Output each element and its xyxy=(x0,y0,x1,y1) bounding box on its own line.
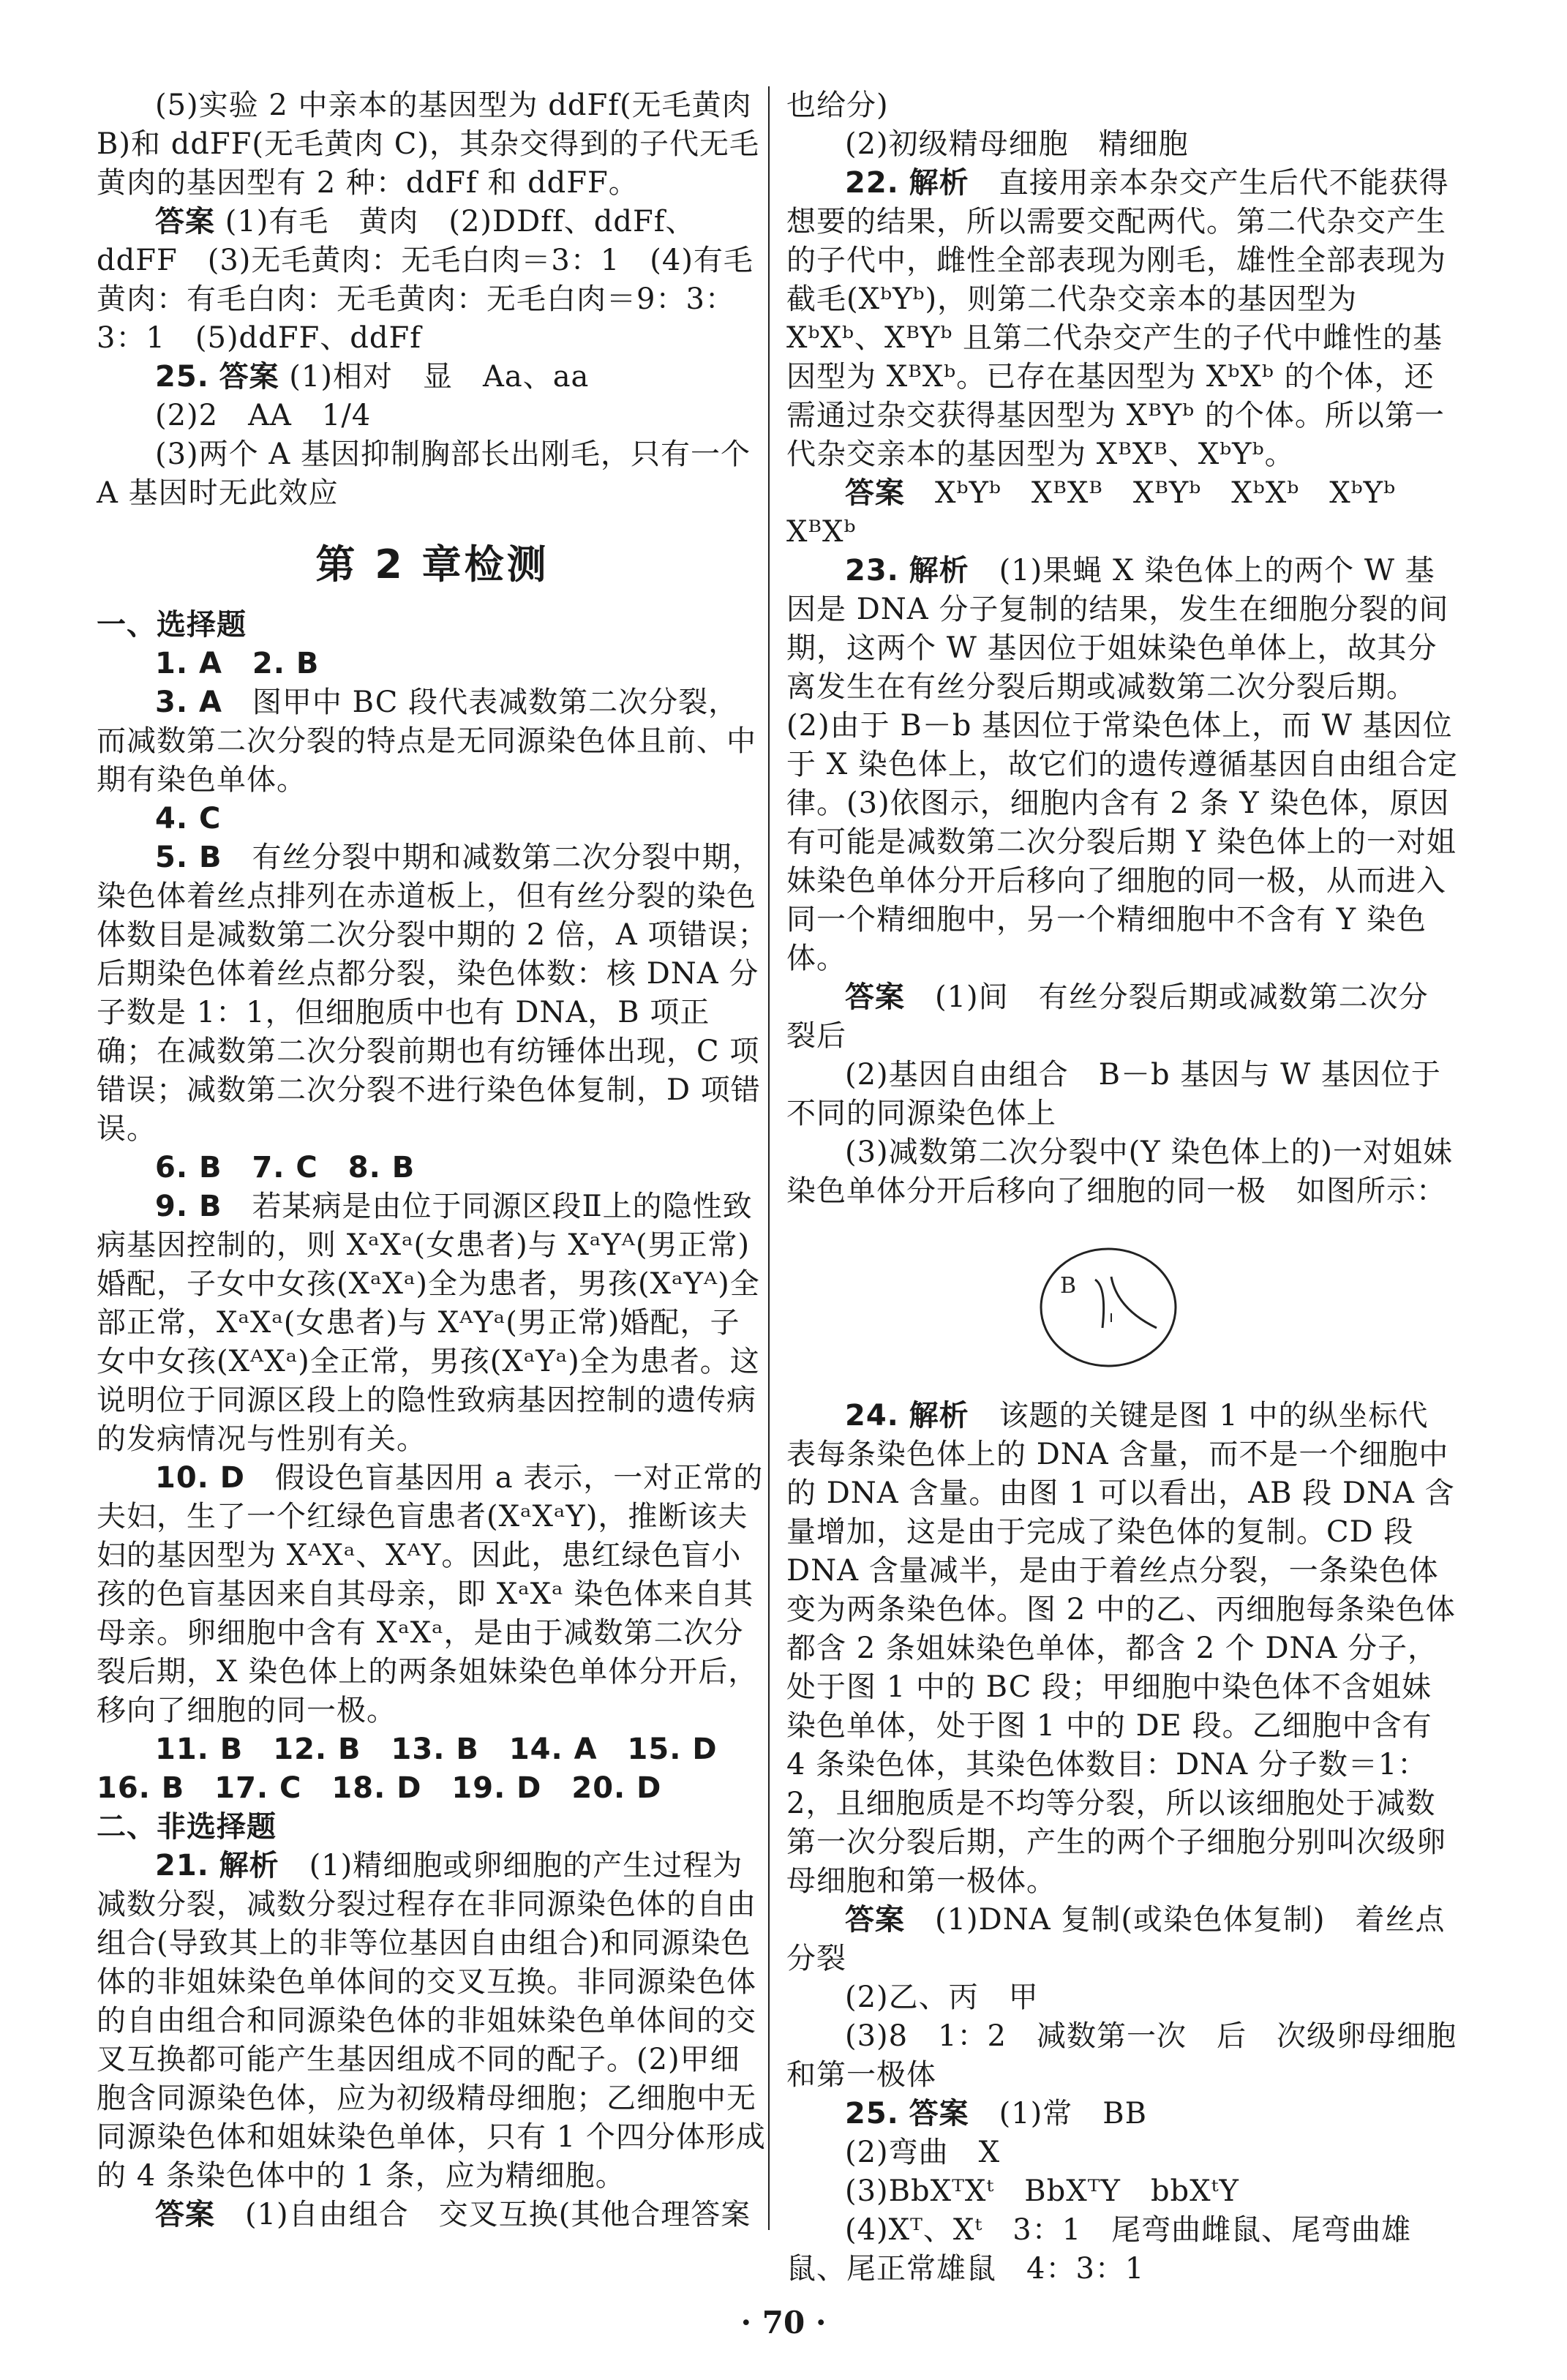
subsection-title: 一、选择题 xyxy=(97,608,247,642)
answer-24 xyxy=(97,203,768,358)
answer-label: 答案 xyxy=(219,360,279,394)
answer-text: (1)自由组合 交叉互换(其他合理答案 xyxy=(245,2198,751,2231)
answer-label: 答案 xyxy=(155,205,215,239)
answer-23-final xyxy=(786,978,1458,1056)
answer-line: (2)基因自由组合 B－b 基因与 W 基因位于不同的同源染色体上 xyxy=(786,1058,1441,1130)
explanation-text: 假设色盲基因用 a 表示，一对正常的夫妇，生了一个红绿色盲患者(XᵃXᵃY)，推断该夫妇的基因型为 XᴬXᵃ、XᴬY。因此，患红绿色盲小孩的色盲基因来自其母亲，即 XᵃXᵃ 染色体来自其母亲。卵细胞中含有 XᵃXᵃ，是由于减数第二次分裂后期，X 染色体上的两条姐妹染色单体分开后，移向了细胞的同一极。 xyxy=(97,1461,764,1727)
answer-line: 1. A 2. B xyxy=(155,647,320,680)
question-number: 10. D xyxy=(155,1461,245,1495)
answer-line: (2)乙、丙 甲 xyxy=(845,1981,1039,2014)
gene-label-b: B xyxy=(1060,1273,1078,1299)
answer-24-final xyxy=(786,1901,1458,1978)
cell-outline xyxy=(1041,1249,1176,1366)
question-number: 21. xyxy=(155,1849,209,1882)
explanation-text: 若某病是由位于同源区段Ⅱ上的隐性致病基因控制的，则 XᵃXᵃ(女患者)与 XᵃYᴬ(男正常)婚配，子女中女孩(XᵃXᵃ)全为患者，男孩(XᵃYᴬ)全部正常，XᵃXᵃ(女患者)与 XᴬYᵃ(男正常)婚配，子女中女孩(XᴬXᵃ)全正常，男孩(XᵃYᵃ)全为患者。这说明位于同源区段上的隐性致病基因控制的遗传病的发病情况与性别有关。 xyxy=(97,1190,760,1456)
answer-line: (3)8 1：2 减数第一次 后 次级卵母细胞和第一极体 xyxy=(786,2019,1457,2092)
question-number: 3. A xyxy=(155,686,222,719)
answer-text: (1)间 有丝分裂后期或减数第二次分裂后 xyxy=(786,980,1429,1053)
answer-line: 也给分) xyxy=(786,89,889,122)
answer-line: 4. C xyxy=(155,802,222,836)
answer-line: (3)两个 A 基因抑制胸部长出刚毛，只有一个 A 基因时无此效应 xyxy=(97,438,751,510)
answer-text: (1)DNA 复制(或染色体复制) 着丝点分裂 xyxy=(786,1903,1446,1975)
answer-text: (1)有毛 黄肉 (2)DDff、ddFf、ddFF (3)无毛黄肉：无毛白肉＝3：1 (4)有毛黄肉：有毛白肉：无毛黄肉：无毛白肉＝9：3：3：1 (5)ddFF、ddFf xyxy=(97,205,754,355)
answer-3 xyxy=(97,683,768,800)
chromosome-left xyxy=(1095,1280,1104,1328)
column-divider xyxy=(768,86,770,2230)
answer-line: 6. B 7. C 8. B xyxy=(155,1151,416,1185)
answer-line: 11. B 12. B 13. B 14. A 15. D 16. B 17. C 18. D 19. D 20. D xyxy=(97,1733,748,1805)
explanation-text: 该题的关键是图 1 中的纵坐标代表每条染色体上的 DNA 含量，而不是一个细胞中的 DNA 含量。由图 1 可以看出，AB 段 DNA 含量增加，这是由于完成了染色体的复制。CD 段 DNA 含量减半，是由于着丝点分裂，一条染色体变为两条染色体。图 2 中的乙、丙细胞每条染色体都含 2 条姐妹染色单体，都含 2 个 DNA 分子，处于图 1 中的 BC 段；甲细胞中染色体不含姐妹染色单体，处于图 1 中的 DE 段。乙细胞中含有 4 条染色体，其染色体数目：DNA 分子数＝1：2，且细胞质是不均等分裂，所以该细胞处于减数第一次分裂后期，产生的两个子细胞分别叫次级卵母细胞和第一极体。 xyxy=(786,1399,1456,1898)
answer-22-final xyxy=(786,474,1458,552)
explanation-text: 图甲中 BC 段代表减数第二次分裂，而减数第二次分裂的特点是无同源染色体且前、中期有染色单体。 xyxy=(97,686,756,797)
answer-25 xyxy=(786,2095,1458,2133)
explanation-text: (1)果蝇 X 染色体上的两个 W 基因是 DNA 分子复制的结果，发生在细胞分裂的间期，这两个 W 基因位于姐妹染色单体上，故其分离发生在有丝分裂后期或减数第二次分裂后期。(2)由于 B－b 基因位于常染色体上，而 W 基因位于 X 染色体上，故它们的遗传遵循基因自由组合定律。(3)依图示，细胞内含有 2 条 Y 染色体，原因有可能是减数第二次分裂后期 Y 染色体上的一对姐妹染色单体分开后移向了细胞的同一极，从而进入同一个精细胞中，另一个精细胞中不含有 Y 染色体。 xyxy=(786,554,1458,975)
section-title: 第 2 章检测 xyxy=(315,541,549,588)
answer-label: 答案 xyxy=(845,1903,905,1937)
answer-5 xyxy=(97,838,768,1149)
explanation-text: 直接用亲本杂交产生后代不能获得想要的结果，所以需要交配两代。第二代杂交产生的子代中，雌性全部表现为刚毛，雄性全部表现为截毛(XᵇYᵇ)，则第二代杂交亲本的基因型为 XᵇXᵇ、XᴮYᵇ 且第二代杂交产生的子代中雌性的基因型为 XᴮXᵇ。已存在基因型为 XᵇXᵇ 的个体，还需通过杂交获得基因型为 XᴮYᵇ 的个体。所以第一代杂交亲本的基因型为 XᴮXᴮ、XᵇYᵇ。 xyxy=(786,166,1449,471)
answer-9 xyxy=(97,1187,768,1459)
answer-21 xyxy=(97,1847,768,2196)
answer-label: 答案 xyxy=(155,2198,215,2231)
cell-diagram-svg xyxy=(1035,1242,1181,1373)
answer-10 xyxy=(97,1459,768,1730)
answer-line: (4)Xᵀ、Xᵗ 3：1 尾弯曲雌鼠、尾弯曲雄鼠、尾正常雄鼠 4：3：1 xyxy=(786,2213,1412,2286)
question-number: 5. B xyxy=(155,841,222,874)
paragraph: (5)实验 2 中亲本的基因型为 ddFf(无毛黄肉 B)和 ddFF(无毛黄肉 C)，其杂交得到的子代无毛黄肉的基因型有 2 种：ddFf 和 ddFF。 xyxy=(97,89,759,200)
answer-text: (1)常 BB xyxy=(999,2097,1148,2131)
answer-line: (2)初级精母细胞 精细胞 xyxy=(845,127,1189,161)
answer-line: (3)BbXᵀXᵗ BbXᵀY bbXᵗY xyxy=(845,2174,1239,2208)
answer-line: (2)弯曲 X xyxy=(845,2136,1001,2169)
answer-label: 答案 xyxy=(845,476,905,510)
explanation-label: 解析 xyxy=(909,1399,969,1433)
subsection-title: 二、非选择题 xyxy=(97,1810,277,1844)
question-number: 25. xyxy=(155,360,209,394)
answer-text: (1)相对 显 Aa、aa xyxy=(289,360,590,394)
question-number: 22. xyxy=(845,166,899,200)
answer-text: XᵇYᵇ XᴮXᴮ XᴮYᵇ XᵇXᵇ XᵇYᵇ XᴮXᵇ xyxy=(786,476,1427,549)
left-column xyxy=(97,86,768,2234)
answer-line: (2)2 AA 1/4 xyxy=(155,399,372,432)
explanation-text: (1)精细胞或卵细胞的产生过程为减数分裂，减数分裂过程存在非同源染色体的自由组合(导致其上的非等位基因自由组合)和同源染色体的非姐妹染色单体间的交叉互换。非同源染色体的自由组合和同源染色体的非姐妹染色单体间的交叉互换都可能产生基因组成不同的配子。(2)甲细胞含同源染色体，应为初级精母细胞；乙细胞中无同源染色体和姐妹染色单体，只有 1 个四分体形成的 4 条染色体中的 1 条，应为精细胞。 xyxy=(97,1849,766,2193)
right-column xyxy=(786,86,1458,2289)
question-number: 23. xyxy=(845,554,899,588)
answer-label: 答案 xyxy=(845,980,905,1014)
answer-line: (3)减数第二次分裂中(Y 染色体上的)一对姐妹染色单体分开后移向了细胞的同一极 如图所示： xyxy=(786,1135,1453,1208)
answer-24 xyxy=(786,1397,1458,1901)
question-number: 25. xyxy=(845,2097,899,2131)
explanation-text: 有丝分裂中期和减数第二次分裂中期，染色体着丝点排列在赤道板上，但有丝分裂的染色体数目是减数第二次分裂中期的 2 倍，A 项错误；后期染色体着丝点都分裂，染色体数：核 DNA 分子数是 1：1，但细胞质中也有 DNA，B 项正确；在减数第二次分裂前期也有纺锤体出现，C 项错误；减数第二次分裂不进行染色体复制，D 项错误。 xyxy=(97,841,768,1146)
answer-21-final xyxy=(97,2196,768,2234)
answer-23 xyxy=(786,552,1458,978)
chromosome-right xyxy=(1111,1277,1157,1328)
answer-label: 答案 xyxy=(909,2097,969,2131)
answer-22 xyxy=(786,164,1458,474)
answer-25 xyxy=(97,358,768,397)
explanation-label: 解析 xyxy=(909,554,969,588)
question-number: 9. B xyxy=(155,1190,222,1223)
explanation-label: 解析 xyxy=(219,1849,279,1882)
question-number: 24. xyxy=(845,1399,899,1433)
page-number: · 70 · xyxy=(740,2305,827,2340)
cell-diagram xyxy=(786,1228,1458,1389)
explanation-label: 解析 xyxy=(909,166,969,200)
